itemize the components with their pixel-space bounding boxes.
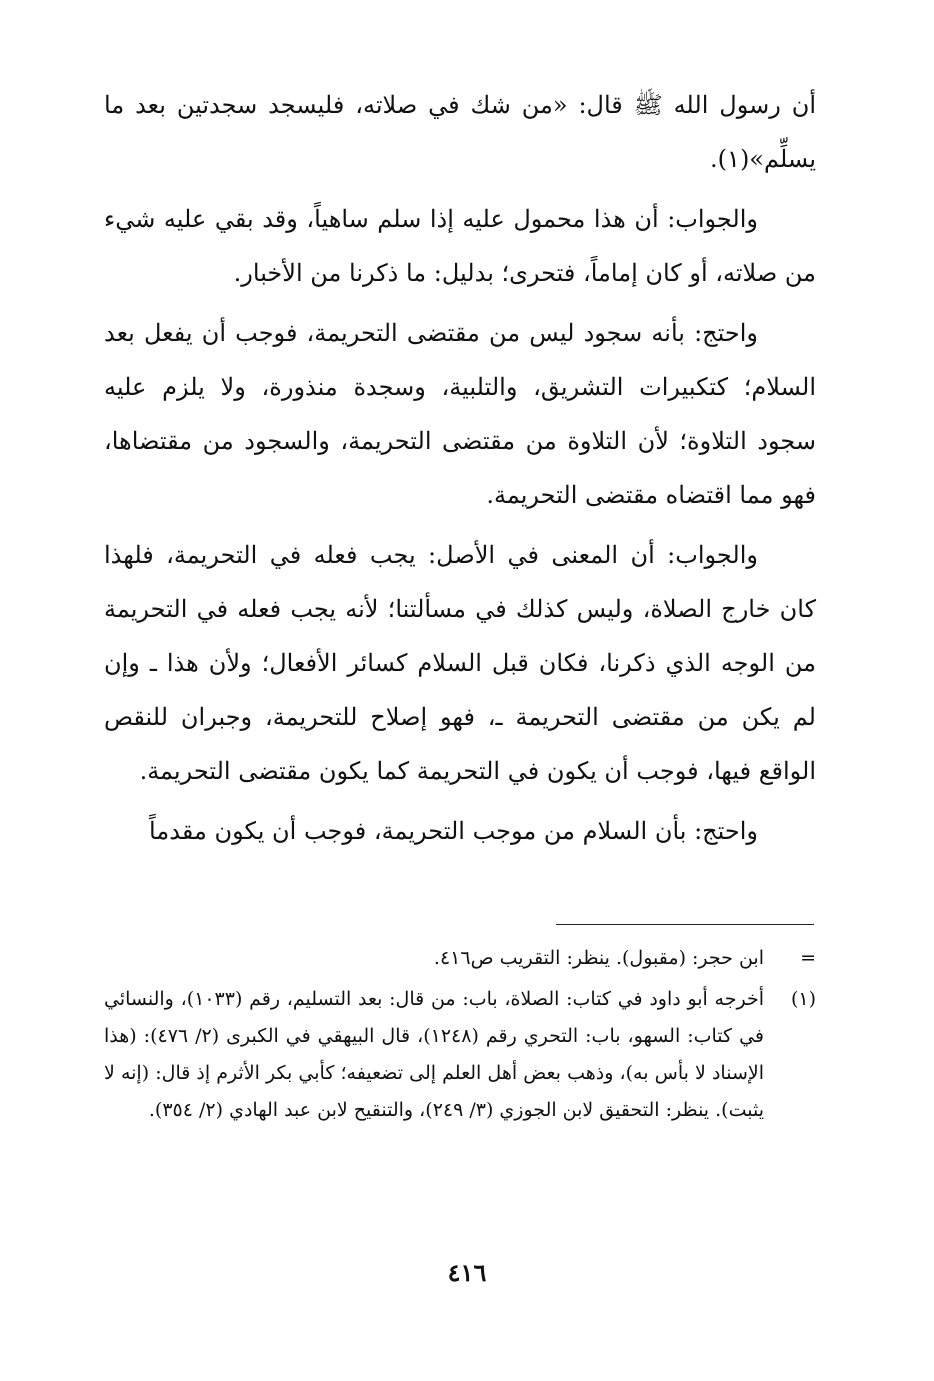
page-number: ٤١٦ [447,1258,487,1287]
footnote-continuation [104,940,816,977]
paragraph: أن رسول الله ﷺ قال: «من شك في صلاته، فليسجد سجدتين بعد ما يسلِّم»(١). [104,91,816,173]
footnote-text: أخرجه أبو داود في كتاب: الصلاة، باب: من قال: بعد التسليم، رقم (١٠٣٣)، والنسائي في كتاب: السهو، باب: التحري رقم (١٢٤٨)، قال البيهقي في الكبرى (٢/ ٤٧٦): (هذا الإسناد لا بأس به)، وذهب بعض أهل العلم إلى تضعيفه؛ كأبي بكر الأثرم إذ قال: (إنه لا يثبت). ينظر: التحقيق لابن الجوزي (٣/ ٢٤٩)، والتنقيح لابن عبد الهادي (٢/ ٣٥٤). [104,988,764,1121]
paragraph: واحتج: بأنه سجود ليس من مقتضى التحريمة، فوجب أن يفعل بعد السلام؛ كتكبيرات التشريق، والتلبية، وسجدة منذورة، ولا يلزم عليه سجود التلاوة؛ لأن التلاوة من مقتضى التحريمة، والسجود من مقتضاها، فهو مما اقتضاه مقتضى التحريمة. [104,319,816,509]
paragraph: واحتج: بأن السلام من موجب التحريمة، فوجب أن يكون مقدماً [149,817,758,845]
footnote-marker: = [800,947,816,969]
footnote-marker: (١) [790,988,816,1010]
footnotes [104,940,816,1133]
footnote-separator [556,924,814,925]
main-text [104,78,816,864]
paragraph: والجواب: أن المعنى في الأصل: يجب فعله في التحريمة، فلهذا كان خارج الصلاة، وليس كذلك في مسألتنا؛ لأنه يجب فعله في التحريمة من الوجه الذي ذكرنا، فكان قبل السلام كسائر الأفعال؛ ولأن هذا ـ وإن لم يكن من مقتضى التحريمة ـ، فهو إصلاح للتحريمة، وجبران للنقص الواقع فيها، فوجب أن يكون في التحريمة كما يكون مقتضى التحريمة. [104,541,816,785]
footnote-1 [104,981,816,1129]
footnote-text: ابن حجر: (مقبول). ينظر: التقريب ص٤١٦. [433,947,764,969]
paragraph: والجواب: أن هذا محمول عليه إذا سلم ساهياً، وقد بقي عليه شيء من صلاته، أو كان إماماً، فتحرى؛ بدليل: ما ذكرنا من الأخبار. [104,205,816,287]
